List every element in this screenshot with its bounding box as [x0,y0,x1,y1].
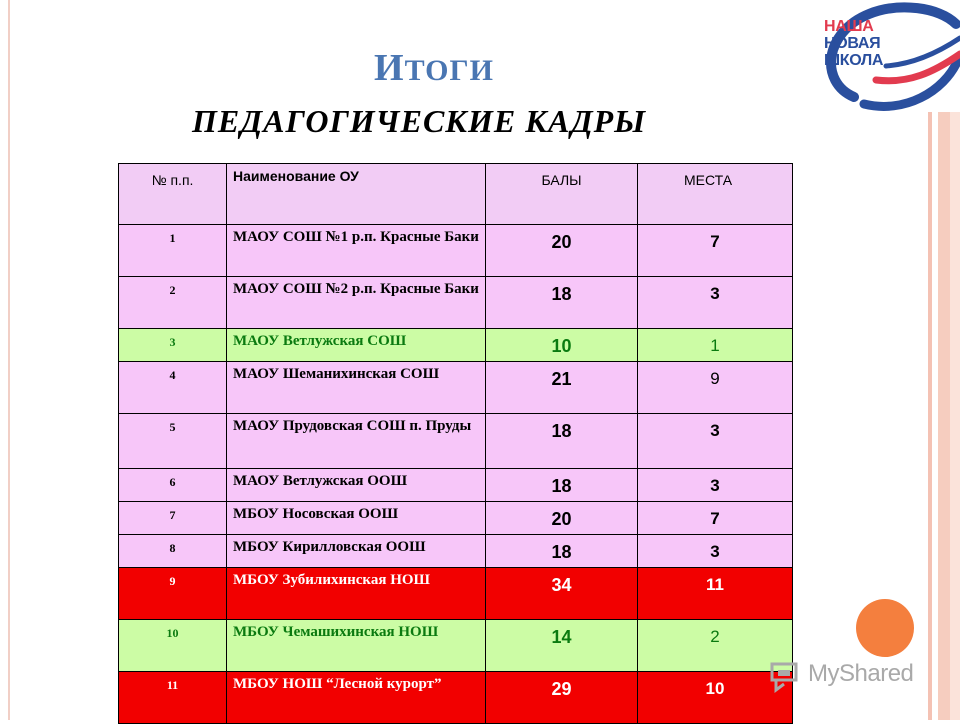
table-row [119,362,793,414]
row-num: 8 [119,535,227,568]
row-score: 18 [486,469,638,502]
table-header-row [119,164,793,225]
row-name: МБОУ НОШ “Лесной курорт” [227,672,486,724]
right-decoration-stripes [918,112,960,720]
row-score: 20 [486,502,638,535]
table-row [119,277,793,329]
row-num: 4 [119,362,227,414]
header-name: Наименование ОУ [227,164,486,225]
row-name: МАОУ Ветлужская ООШ [227,469,486,502]
table-row [119,469,793,502]
row-name: МАОУ Прудовская СОШ п. Пруды [227,414,486,469]
results-table [118,163,793,724]
row-place: 11 [638,568,793,620]
page-title [374,46,494,90]
row-num: 11 [119,672,227,724]
left-border-line [8,0,10,720]
row-score: 14 [486,620,638,672]
nasha-novaya-shkola-logo-icon [814,2,960,112]
table-row [119,535,793,568]
logo-line-2: НОВАЯ [824,35,881,52]
header-score: БАЛЫ [486,164,638,225]
row-num: 1 [119,225,227,277]
row-place: 2 [638,620,793,672]
row-num: 7 [119,502,227,535]
table-row [119,502,793,535]
row-place: 9 [638,362,793,414]
row-place: 7 [638,502,793,535]
row-name: МАОУ СОШ №1 р.п. Красные Баки [227,225,486,277]
table-row [119,225,793,277]
table-row [119,329,793,362]
row-name: МБОУ Чемашихинская НОШ [227,620,486,672]
row-place: 10 [638,672,793,724]
title-initial: И [374,47,405,89]
row-name: МБОУ Зубилихинская НОШ [227,568,486,620]
row-name: МАОУ СОШ №2 р.п. Красные Баки [227,277,486,329]
myshared-watermark [768,656,938,696]
row-num: 6 [119,469,227,502]
row-score: 10 [486,329,638,362]
logo-line-1: НАША [824,18,874,35]
row-score: 18 [486,535,638,568]
row-score: 18 [486,414,638,469]
orange-circle-icon [856,599,914,657]
row-name: МАОУ Ветлужская СОШ [227,329,486,362]
row-num: 3 [119,329,227,362]
row-place: 3 [638,414,793,469]
row-score: 21 [486,362,638,414]
myshared-logo-icon [768,658,804,694]
page-subtitle: ПЕДАГОГИЧЕСКИЕ КАДРЫ [192,103,647,139]
row-place: 3 [638,535,793,568]
row-name: МБОУ Носовская ООШ [227,502,486,535]
row-num: 10 [119,620,227,672]
title-rest: ТОГИ [404,54,494,87]
table-row [119,414,793,469]
row-name: МБОУ Кирилловская ООШ [227,535,486,568]
row-score: 34 [486,568,638,620]
row-place: 7 [638,225,793,277]
row-num: 5 [119,414,227,469]
logo-line-3: ШКОЛА [824,52,884,69]
row-score: 29 [486,672,638,724]
header-num: № п.п. [119,164,227,225]
row-num: 2 [119,277,227,329]
row-score: 18 [486,277,638,329]
row-name: МАОУ Шеманихинская СОШ [227,362,486,414]
watermark-text: MyShared [808,660,914,687]
table-row [119,672,793,724]
logo-text [824,18,883,69]
row-score: 20 [486,225,638,277]
row-num: 9 [119,568,227,620]
row-place: 1 [638,329,793,362]
header-place: МЕСТА [638,164,793,225]
table-row [119,620,793,672]
row-place: 3 [638,277,793,329]
row-place: 3 [638,469,793,502]
table-row [119,568,793,620]
